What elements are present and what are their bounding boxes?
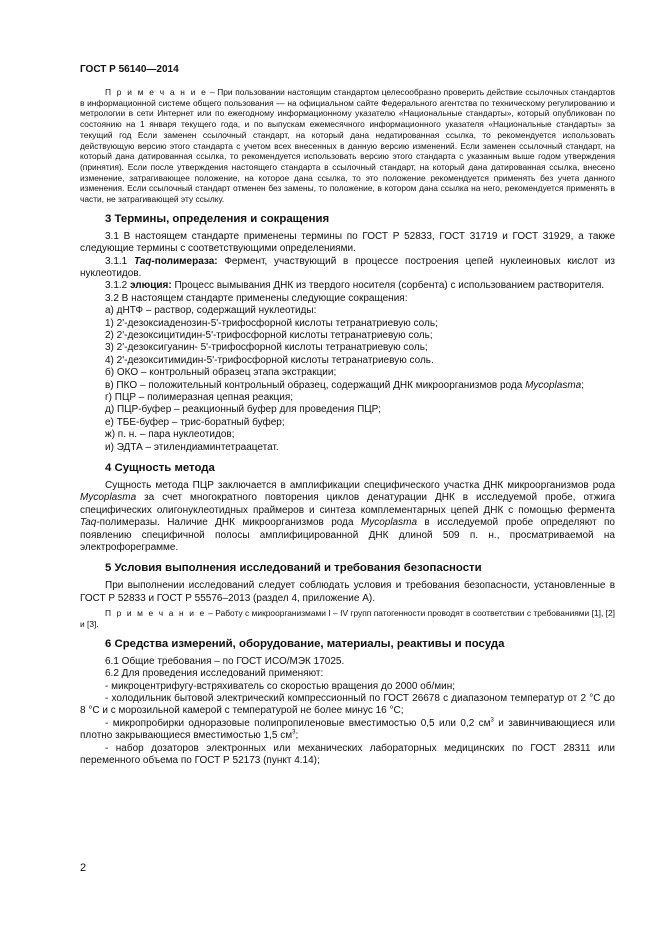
abbr-item: г) ПЦР – полимеразная цепная реакция; bbox=[105, 392, 294, 404]
term-number: 3.1.1 bbox=[105, 255, 134, 267]
section-4-heading: 4 Сущность метода bbox=[105, 462, 215, 475]
abbr-item: ж) п. н. – пара нуклеотидов; bbox=[105, 429, 235, 441]
term-number: 3.1.2 bbox=[105, 280, 131, 292]
abbr-item: д) ПЦР-буфер – реакционный буфер для проведения ПЦР; bbox=[105, 404, 381, 416]
term-taq-polymerase bbox=[80, 256, 615, 281]
paragraph-3-1: 3.1 В настоящем стандарте применены термины по ГОСТ Р 52833, ГОСТ 31719 и ГОСТ 31929, а также следующие термины с соответствующими определениями. bbox=[80, 230, 615, 255]
abbr-item: 1) 2'-дезоксиаденозин-5'-трифосфорной кислоты тетранатриевую соль; bbox=[105, 317, 438, 329]
term-elution bbox=[80, 280, 615, 292]
equipment-item bbox=[80, 718, 615, 743]
equipment-item: - микроцентрифугу-встряхиватель со скоростью вращения до 2000 об/мин; bbox=[105, 680, 456, 692]
safety-paragraph: При выполнении исследований следует соблюдать условия и требования безопасности, установленные в ГОСТ Р 52833 и ГОСТ Р 55576–2013 (раздел 4, приложение А). bbox=[80, 580, 615, 604]
term-definition: Процесс вымывания ДНК из твердого носителя (сорбента) с использованием растворителя. bbox=[171, 280, 605, 292]
genus-name: Mycoplasma bbox=[525, 379, 582, 391]
abbr-item: 2) 2'-дезоксицитидин-5'-трифосфорной кислоты тетранатриевую соль; bbox=[105, 329, 433, 341]
text-run: ; bbox=[295, 730, 299, 742]
section-6-heading: 6 Средства измерений, оборудование, материалы, реактивы и посуда bbox=[105, 637, 505, 650]
superscript: 3 bbox=[292, 729, 296, 736]
term-italic: Taq bbox=[133, 255, 152, 267]
document-header: ГОСТ Р 56140—2014 bbox=[80, 64, 179, 75]
genus-name: Mycoplasma bbox=[80, 492, 137, 504]
term-definition: Фермент, участвующий в процессе построения цепей нуклеиновых кислот из нуклеотидов. bbox=[80, 255, 615, 279]
method-paragraph bbox=[80, 480, 615, 554]
abbr-item: а) дНТФ – раствор, содержащий нуклеотиды: bbox=[105, 305, 317, 317]
superscript: 3 bbox=[490, 717, 494, 724]
section-5-heading: 5 Условия выполнения исследований и требования безопасности bbox=[105, 562, 482, 575]
abbr-item: и) ЭДТА – этилендиаминтетраацетат. bbox=[105, 441, 279, 453]
reference-note bbox=[80, 87, 615, 205]
note-text: – При пользовании настоящим стандартом целесообразно проверить действие ссылочных стандартов в информационной системе общего пользования — на официальном сайте Федерального агентства по техническому регулированию и метрологии в сети Интернет или по ежегодному информационному указателю «Национальные стандарты», который опубликован по состоянию на 1 января текущего года, и по выпускам ежемесячного информационного указателя «Национальные стандарты» за текущий год Если заменен ссылочный стандарт, на который дана недатированная ссылка, то рекомендуется использовать действующую версию этого стандарта с учетом всех внесенных в данную версию изменений. Если заменен ссылочный стандарт, на который дана датированная ссылка, то рекомендуется использовать версию этого стандарта с указанным выше годом утверждения (принятия). Если после утверждения настоящего стандарта в ссылочный стандарт, на который дана датированная ссылка, внесено изменение, затрагивающее положение, на которое дана ссылка, то это положение рекомендуется применять без учета данного изменения. Если ссылочный стандарт отменен без замены, то положение, в котором дана ссылка на него, рекомендуется применять в части, не затрагивающей эту ссылку. bbox=[80, 87, 615, 205]
term-name: элюция: bbox=[130, 280, 172, 292]
safety-note bbox=[80, 608, 615, 629]
enzyme-name: Taq bbox=[80, 517, 97, 529]
abbr-text: в) ПКО – положительный контрольный образец, содержащий ДНК микроорганизмов рода bbox=[105, 379, 526, 391]
paragraph-6-1: 6.1 Общие требования – по ГОСТ ИСО/МЭК 17025. bbox=[105, 655, 345, 667]
text-run: в исследуемой пробе определяют по появлению специфичной полосы амплифицированной ДНК длиной 509 п. н., просматриваемой на электрофореграмме. bbox=[80, 517, 615, 554]
document-body bbox=[80, 87, 615, 767]
note-text: – Работу с микроорганизмами I – IV групп патогенности проводят в соответствии с требованиями [1], [2] и [3]. bbox=[80, 608, 615, 629]
equipment-item: - холодильник бытовой электрический компрессионный по ГОСТ 26678 с диапазоном температур от 2 °С до 8 °С и с морозильной камерой с температурой не более минус 16 °С; bbox=[80, 692, 615, 717]
note-label: П р и м е ч а н и е bbox=[105, 87, 208, 97]
abbr-item bbox=[80, 380, 615, 392]
abbr-item: б) ОКО – контрольный образец этапа экстракции; bbox=[105, 367, 337, 379]
genus-name: Mycoplasma bbox=[360, 517, 418, 529]
text-run: -полимеразы. Наличие ДНК микроорганизмов рода bbox=[96, 517, 361, 529]
abbr-text: ; bbox=[581, 379, 584, 391]
term-name: -полимераза: bbox=[151, 255, 218, 267]
paragraph-6-2: 6.2 Для проведения исследований применяют: bbox=[105, 668, 324, 680]
text-run: и завинчивающиеся или плотно закрывающиеся вместимостью 1,5 см bbox=[80, 717, 615, 742]
abbr-item: 3) 2'-дезоксигуанин- 5'-трифосфорной кислоты тетранатриевую соль; bbox=[105, 342, 428, 354]
note-label: П р и м е ч а н и е bbox=[105, 608, 206, 619]
section-3-heading: 3 Термины, определения и сокращения bbox=[105, 212, 330, 225]
abbr-item: е) ТБЕ-буфер – трис-боратный буфер; bbox=[105, 416, 285, 428]
paragraph-3-2: 3.2 В настоящем стандарте применены следующие сокращения: bbox=[105, 292, 408, 304]
text-run: Сущность метода ПЦР заключается в амплификации специфического участка ДНК микроорганизмов рода bbox=[105, 480, 615, 492]
text-run: за счет многократного повторения циклов денатурации ДНК в исследуемой пробе, отжига специфических олигонуклеотидных праймеров и синтеза комплементарных цепей ДНК с помощью фермента bbox=[80, 492, 615, 516]
text-run: - микропробирки одноразовые полипропиленовые вместимостью 0,5 или 0,2 см bbox=[105, 717, 491, 729]
equipment-item: - набор дозаторов электронных или механических лабораторных медицинских по ГОСТ 28311 или переменного объема по ГОСТ Р 52173 (пункт 4.14); bbox=[80, 742, 615, 766]
page-number: 2 bbox=[80, 862, 87, 874]
abbr-item: 4) 2'-дезокситимидин-5'-трифосфорной кислоты тетранатриевую соль. bbox=[105, 354, 434, 366]
